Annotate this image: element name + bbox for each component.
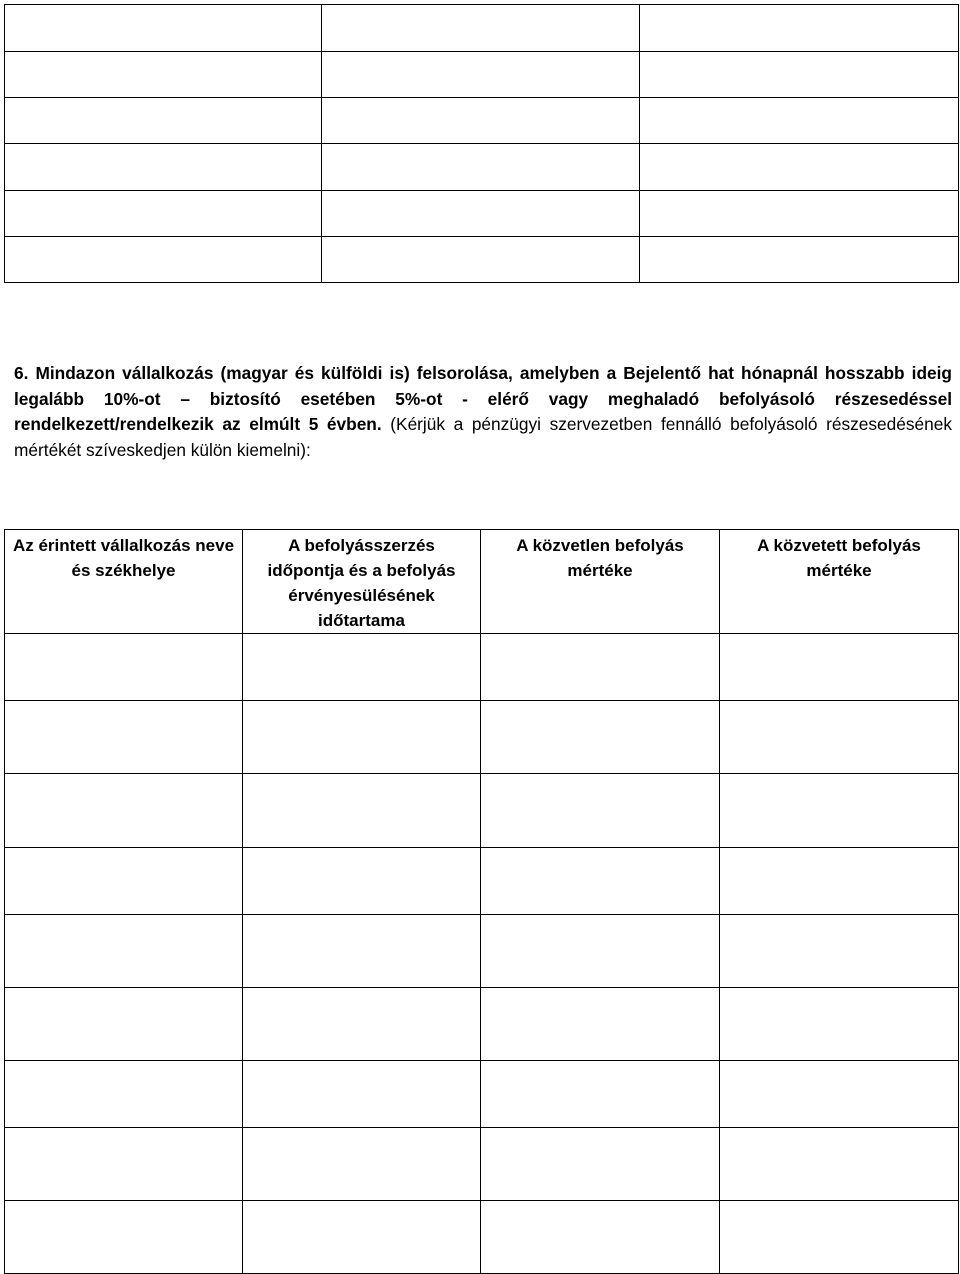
table-cell[interactable] (322, 144, 640, 191)
column-header-company: Az érintett vállalkozás neve és székhelye (5, 530, 243, 634)
table-cell[interactable] (5, 774, 243, 848)
table-cell[interactable] (243, 848, 481, 915)
table-cell[interactable] (481, 1201, 720, 1274)
table-cell[interactable] (5, 1201, 243, 1274)
table-cell[interactable] (481, 1128, 720, 1201)
table-cell[interactable] (720, 774, 959, 848)
table-cell[interactable] (322, 237, 640, 283)
table-row (5, 848, 959, 915)
table-row (5, 701, 959, 774)
column-header-acquisition-date: A befolyásszerzés időpontja és a befolyás érvényesülésének időtartama (243, 530, 481, 634)
section-note: (Kérjük a pénzügyi szervezetben fennálló befolyásoló részesedésének mértékét szíveskedjen külön kiemelni): (14, 414, 952, 460)
table-cell[interactable] (640, 5, 959, 52)
table-cell[interactable] (5, 191, 322, 237)
table-cell[interactable] (5, 237, 322, 283)
table-cell[interactable] (243, 1201, 481, 1274)
table-cell[interactable] (243, 915, 481, 988)
table-cell[interactable] (243, 988, 481, 1061)
table-row (5, 774, 959, 848)
shareholdings-table (4, 529, 959, 1274)
table-cell[interactable] (481, 988, 720, 1061)
table-cell[interactable] (720, 1201, 959, 1274)
table-cell[interactable] (5, 848, 243, 915)
table-cell[interactable] (640, 191, 959, 237)
section-6-instructions (14, 361, 952, 463)
table-cell[interactable] (322, 98, 640, 144)
table-cell[interactable] (481, 915, 720, 988)
table-cell[interactable] (481, 701, 720, 774)
column-header-direct-influence: A közvetlen befolyás mértéke (481, 530, 720, 634)
table-header-row (5, 530, 959, 634)
table-cell[interactable] (720, 701, 959, 774)
table-cell[interactable] (5, 988, 243, 1061)
column-header-indirect-influence: A közvetett befolyás mértéke (720, 530, 959, 634)
table-cell[interactable] (5, 1061, 243, 1128)
previous-section-table (4, 4, 959, 283)
table-cell[interactable] (5, 634, 243, 701)
table-row (5, 915, 959, 988)
table-cell[interactable] (5, 1128, 243, 1201)
table-cell[interactable] (243, 634, 481, 701)
table-cell[interactable] (481, 634, 720, 701)
table-row (5, 1128, 959, 1201)
table-cell[interactable] (243, 774, 481, 848)
table-cell[interactable] (720, 1061, 959, 1128)
table-row (5, 634, 959, 701)
section-number: 6. (14, 363, 29, 383)
table-cell[interactable] (720, 848, 959, 915)
table-cell[interactable] (481, 848, 720, 915)
table-cell[interactable] (720, 988, 959, 1061)
table-cell[interactable] (243, 1128, 481, 1201)
table-cell[interactable] (322, 191, 640, 237)
table-cell[interactable] (5, 98, 322, 144)
table-cell[interactable] (5, 144, 322, 191)
table-cell[interactable] (322, 52, 640, 98)
table-cell[interactable] (640, 98, 959, 144)
table-cell[interactable] (481, 774, 720, 848)
table-row (5, 988, 959, 1061)
table-cell[interactable] (720, 634, 959, 701)
table-cell[interactable] (720, 1128, 959, 1201)
table-cell[interactable] (640, 144, 959, 191)
table-cell[interactable] (640, 237, 959, 283)
table-cell[interactable] (5, 701, 243, 774)
section-heading: Mindazon vállalkozás (magyar és külföldi is) felsorolása, amelyben a Bejelentő hat hónapnál hosszabb ideig legalább 10%-ot – biztosító esetében 5%-ot - elérő vagy meghaladó befolyásoló részesedéssel rendelkezett/rendelkezik az elmúlt 5 évben. (14, 363, 952, 435)
table-cell[interactable] (322, 5, 640, 52)
table-row (5, 1201, 959, 1274)
table-row (5, 1061, 959, 1128)
table-cell[interactable] (5, 915, 243, 988)
table-cell[interactable] (5, 5, 322, 52)
table-cell[interactable] (481, 1061, 720, 1128)
table-cell[interactable] (243, 701, 481, 774)
table-cell[interactable] (640, 52, 959, 98)
table-cell[interactable] (243, 1061, 481, 1128)
table-cell[interactable] (5, 52, 322, 98)
table-cell[interactable] (720, 915, 959, 988)
